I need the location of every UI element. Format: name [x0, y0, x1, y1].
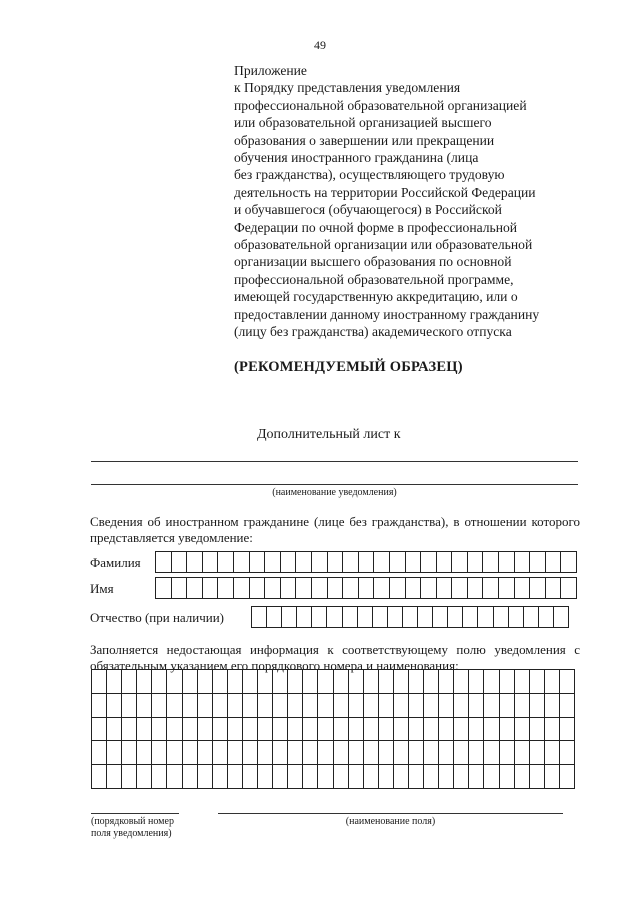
char-box[interactable]	[348, 693, 363, 717]
char-box[interactable]	[167, 765, 182, 789]
char-box[interactable]	[282, 607, 297, 628]
appendix-line: без гражданства), осуществляющего трудовую	[234, 167, 505, 183]
char-box[interactable]	[357, 607, 372, 628]
box-row	[92, 693, 575, 717]
char-box[interactable]	[273, 670, 288, 694]
char-box[interactable]	[408, 741, 423, 765]
char-box[interactable]	[545, 578, 561, 599]
char-box[interactable]	[393, 741, 408, 765]
form-heading: Дополнительный лист к	[257, 427, 401, 442]
serial-caption-line-2: поля уведомления)	[91, 828, 172, 839]
char-box[interactable]	[212, 717, 227, 741]
char-box[interactable]	[342, 607, 357, 628]
char-box[interactable]	[273, 693, 288, 717]
box-row	[156, 552, 577, 573]
char-box[interactable]	[343, 578, 359, 599]
char-box[interactable]	[499, 552, 515, 573]
char-box[interactable]	[378, 670, 393, 694]
appendix-line: образовательной организации или образовательной	[234, 237, 533, 253]
char-box[interactable]	[514, 552, 530, 573]
char-box[interactable]	[92, 717, 107, 741]
char-box[interactable]	[343, 552, 359, 573]
char-box[interactable]	[393, 717, 408, 741]
char-box[interactable]	[318, 717, 333, 741]
char-box[interactable]	[424, 717, 439, 741]
char-box[interactable]	[408, 717, 423, 741]
char-box[interactable]	[296, 552, 312, 573]
char-box[interactable]	[484, 741, 499, 765]
char-box[interactable]	[523, 607, 538, 628]
char-box[interactable]	[212, 741, 227, 765]
char-box[interactable]	[553, 607, 568, 628]
char-box[interactable]	[424, 693, 439, 717]
char-box[interactable]	[122, 670, 137, 694]
char-box[interactable]	[393, 670, 408, 694]
char-box[interactable]	[529, 765, 544, 789]
char-box[interactable]	[452, 578, 468, 599]
char-box[interactable]	[312, 607, 327, 628]
box-row	[92, 741, 575, 765]
char-box[interactable]	[303, 670, 318, 694]
appendix-line: образования о завершении или прекращении	[234, 132, 495, 148]
char-box[interactable]	[483, 578, 499, 599]
char-box[interactable]	[182, 693, 197, 717]
char-box[interactable]	[559, 670, 574, 694]
char-box[interactable]	[348, 717, 363, 741]
char-box[interactable]	[202, 578, 218, 599]
char-box[interactable]	[280, 552, 296, 573]
box-row	[156, 578, 577, 599]
char-box[interactable]	[303, 693, 318, 717]
serial-number-caption	[91, 816, 174, 840]
char-box[interactable]	[318, 670, 333, 694]
surname-label: Фамилия	[90, 555, 141, 570]
char-box[interactable]	[327, 578, 343, 599]
char-box[interactable]	[484, 717, 499, 741]
char-box[interactable]	[561, 578, 577, 599]
field-name-line[interactable]	[218, 813, 563, 814]
char-box[interactable]	[227, 765, 242, 789]
char-box[interactable]	[389, 552, 405, 573]
char-box[interactable]	[378, 741, 393, 765]
appendix-line: или образовательной организацией высшего	[234, 115, 492, 131]
patronymic-label: Отчество (при наличии)	[90, 610, 225, 625]
char-box[interactable]	[530, 552, 546, 573]
char-box[interactable]	[333, 765, 348, 789]
char-box[interactable]	[559, 765, 574, 789]
appendix-line: Федерации по очной форме в профессиональной	[234, 219, 518, 235]
char-box[interactable]	[424, 670, 439, 694]
box-row	[92, 765, 575, 789]
char-box[interactable]	[137, 741, 152, 765]
char-box[interactable]	[92, 670, 107, 694]
char-box[interactable]	[421, 552, 437, 573]
char-box[interactable]	[288, 765, 303, 789]
char-box[interactable]	[514, 670, 529, 694]
char-box[interactable]	[363, 765, 378, 789]
char-box[interactable]	[544, 741, 559, 765]
char-box[interactable]	[171, 552, 187, 573]
char-box[interactable]	[137, 693, 152, 717]
box-row	[252, 607, 569, 628]
char-box[interactable]	[408, 693, 423, 717]
char-box[interactable]	[454, 741, 469, 765]
char-box[interactable]	[107, 693, 122, 717]
char-box[interactable]	[288, 717, 303, 741]
char-box[interactable]	[152, 717, 167, 741]
char-box[interactable]	[499, 670, 514, 694]
char-box[interactable]	[249, 552, 265, 573]
char-box[interactable]	[249, 578, 265, 599]
person-info-intro: Сведения об иностранном гражданине (лице без гражданства), в отношении которого представляется уведомление:	[90, 514, 580, 545]
char-box[interactable]	[167, 741, 182, 765]
char-box[interactable]	[439, 717, 454, 741]
char-box[interactable]	[405, 552, 421, 573]
char-box[interactable]	[408, 670, 423, 694]
char-box[interactable]	[137, 717, 152, 741]
char-box[interactable]	[187, 552, 203, 573]
char-box[interactable]	[311, 552, 327, 573]
char-box[interactable]	[267, 607, 282, 628]
char-box[interactable]	[258, 765, 273, 789]
char-box[interactable]	[408, 765, 423, 789]
char-box[interactable]	[378, 717, 393, 741]
char-box[interactable]	[212, 693, 227, 717]
appendix-heading	[234, 62, 584, 341]
char-box[interactable]	[559, 717, 574, 741]
char-box[interactable]	[333, 693, 348, 717]
char-box[interactable]	[182, 741, 197, 765]
char-box[interactable]	[182, 765, 197, 789]
char-box[interactable]	[348, 670, 363, 694]
char-box[interactable]	[288, 741, 303, 765]
notification-name-caption: (наименование уведомления)	[272, 487, 397, 498]
char-box[interactable]	[182, 670, 197, 694]
char-box[interactable]	[469, 765, 484, 789]
appendix-line: и обучавшегося (обучающегося) в Российской	[234, 202, 502, 218]
char-box[interactable]	[358, 578, 374, 599]
char-box[interactable]	[327, 552, 343, 573]
appendix-line: (лицу без гражданства) академического отпуска	[234, 324, 512, 340]
char-box[interactable]	[258, 717, 273, 741]
appendix-line: деятельность на территории Российской Федерации	[234, 184, 536, 200]
char-box[interactable]	[242, 693, 257, 717]
char-box[interactable]	[363, 693, 378, 717]
char-box[interactable]	[167, 670, 182, 694]
char-box[interactable]	[258, 693, 273, 717]
char-box[interactable]	[242, 717, 257, 741]
char-box[interactable]	[212, 670, 227, 694]
char-box[interactable]	[303, 717, 318, 741]
char-box[interactable]	[167, 693, 182, 717]
char-box[interactable]	[333, 741, 348, 765]
char-box[interactable]	[452, 552, 468, 573]
char-box[interactable]	[378, 765, 393, 789]
char-box[interactable]	[333, 670, 348, 694]
char-box[interactable]	[227, 717, 242, 741]
char-box[interactable]	[514, 693, 529, 717]
char-box[interactable]	[529, 717, 544, 741]
char-box[interactable]	[514, 578, 530, 599]
char-box[interactable]	[327, 607, 342, 628]
appendix-line: организации высшего образования по основной	[234, 254, 512, 270]
appendix-line: профессиональной образовательной организацией	[234, 97, 527, 113]
page-number: 49	[314, 38, 326, 52]
char-box[interactable]	[107, 765, 122, 789]
appendix-line: предоставлении данному иностранному гражданину	[234, 306, 540, 322]
char-box[interactable]	[227, 670, 242, 694]
char-box[interactable]	[202, 552, 218, 573]
char-box[interactable]	[152, 693, 167, 717]
char-box[interactable]	[436, 578, 452, 599]
char-box[interactable]	[218, 552, 234, 573]
char-box[interactable]	[439, 693, 454, 717]
char-box[interactable]	[242, 741, 257, 765]
appendix-title: Приложение	[234, 63, 307, 78]
char-box[interactable]	[499, 717, 514, 741]
char-box[interactable]	[484, 765, 499, 789]
char-box[interactable]	[171, 578, 187, 599]
char-box[interactable]	[137, 670, 152, 694]
char-box[interactable]	[318, 741, 333, 765]
char-box[interactable]	[514, 765, 529, 789]
char-box[interactable]	[107, 670, 122, 694]
char-box[interactable]	[378, 693, 393, 717]
char-box[interactable]	[197, 741, 212, 765]
char-box[interactable]	[424, 765, 439, 789]
serial-caption-line-1: (порядковый номер	[91, 816, 174, 827]
char-box[interactable]	[421, 578, 437, 599]
char-box[interactable]	[348, 765, 363, 789]
char-box[interactable]	[258, 670, 273, 694]
char-box[interactable]	[122, 765, 137, 789]
char-box[interactable]	[288, 670, 303, 694]
char-box[interactable]	[478, 607, 493, 628]
char-box[interactable]	[156, 578, 172, 599]
char-box[interactable]	[454, 670, 469, 694]
char-box[interactable]	[544, 717, 559, 741]
char-box[interactable]	[439, 741, 454, 765]
char-box[interactable]	[374, 578, 390, 599]
char-box[interactable]	[433, 607, 448, 628]
appendix-line: профессиональной образовательной программе,	[234, 271, 514, 287]
char-box[interactable]	[436, 552, 452, 573]
char-box[interactable]	[439, 670, 454, 694]
char-box[interactable]	[363, 670, 378, 694]
char-box[interactable]	[561, 552, 577, 573]
char-box[interactable]	[484, 670, 499, 694]
char-box[interactable]	[424, 741, 439, 765]
char-box[interactable]	[463, 607, 478, 628]
appendix-line: к Порядку представления уведомления	[234, 80, 461, 96]
char-box[interactable]	[469, 693, 484, 717]
char-box[interactable]	[544, 693, 559, 717]
char-box[interactable]	[499, 578, 515, 599]
char-box[interactable]	[374, 552, 390, 573]
char-box[interactable]	[152, 765, 167, 789]
char-box[interactable]	[197, 670, 212, 694]
char-box[interactable]	[448, 607, 463, 628]
box-row	[92, 670, 575, 694]
char-box[interactable]	[469, 741, 484, 765]
char-box[interactable]	[559, 741, 574, 765]
char-box[interactable]	[318, 765, 333, 789]
char-box[interactable]	[439, 765, 454, 789]
char-box[interactable]	[280, 578, 296, 599]
char-box[interactable]	[273, 741, 288, 765]
char-box[interactable]	[454, 693, 469, 717]
char-box[interactable]	[363, 717, 378, 741]
char-box[interactable]	[242, 765, 257, 789]
char-box[interactable]	[538, 607, 553, 628]
char-box[interactable]	[418, 607, 433, 628]
char-box[interactable]	[405, 578, 421, 599]
char-box[interactable]	[122, 717, 137, 741]
char-box[interactable]	[393, 765, 408, 789]
sample-label: (РЕКОМЕНДУЕМЫЙ ОБРАЗЕЦ)	[234, 359, 463, 375]
char-box[interactable]	[467, 578, 483, 599]
notification-name-line-2[interactable]	[91, 484, 578, 485]
char-box[interactable]	[303, 741, 318, 765]
name-label: Имя	[90, 581, 114, 596]
char-box[interactable]	[514, 741, 529, 765]
char-box[interactable]	[197, 717, 212, 741]
char-box[interactable]	[318, 693, 333, 717]
char-box[interactable]	[288, 693, 303, 717]
char-box[interactable]	[363, 741, 378, 765]
char-box[interactable]	[372, 607, 387, 628]
char-box[interactable]	[483, 552, 499, 573]
char-box[interactable]	[348, 741, 363, 765]
char-box[interactable]	[227, 741, 242, 765]
char-box[interactable]	[273, 765, 288, 789]
surname-boxes[interactable]	[155, 551, 577, 573]
char-box[interactable]	[197, 693, 212, 717]
char-box[interactable]	[499, 741, 514, 765]
char-box[interactable]	[92, 741, 107, 765]
char-box[interactable]	[387, 607, 402, 628]
char-box[interactable]	[454, 717, 469, 741]
char-box[interactable]	[137, 765, 152, 789]
serial-number-line[interactable]	[91, 813, 179, 814]
char-box[interactable]	[393, 693, 408, 717]
char-box[interactable]	[167, 717, 182, 741]
appendix-text	[234, 79, 584, 340]
char-box[interactable]	[296, 578, 312, 599]
char-box[interactable]	[107, 741, 122, 765]
char-box[interactable]	[107, 717, 122, 741]
char-box[interactable]	[484, 693, 499, 717]
patronymic-boxes[interactable]	[251, 606, 569, 628]
char-box[interactable]	[544, 765, 559, 789]
char-box[interactable]	[258, 741, 273, 765]
char-box[interactable]	[182, 717, 197, 741]
char-box[interactable]	[493, 607, 508, 628]
char-box[interactable]	[122, 741, 137, 765]
char-box[interactable]	[152, 670, 167, 694]
char-box[interactable]	[273, 717, 288, 741]
char-box[interactable]	[514, 717, 529, 741]
char-box[interactable]	[311, 578, 327, 599]
char-box[interactable]	[530, 578, 546, 599]
char-box[interactable]	[233, 578, 249, 599]
char-box[interactable]	[227, 693, 242, 717]
char-box[interactable]	[92, 765, 107, 789]
char-box[interactable]	[265, 552, 281, 573]
char-box[interactable]	[529, 670, 544, 694]
box-row	[92, 717, 575, 741]
char-box[interactable]	[197, 765, 212, 789]
char-box[interactable]	[358, 552, 374, 573]
char-box[interactable]	[218, 578, 234, 599]
char-box[interactable]	[467, 552, 483, 573]
char-box[interactable]	[389, 578, 405, 599]
char-box[interactable]	[469, 670, 484, 694]
char-box[interactable]	[499, 765, 514, 789]
char-box[interactable]	[122, 693, 137, 717]
char-box[interactable]	[529, 693, 544, 717]
char-box[interactable]	[152, 741, 167, 765]
char-box[interactable]	[333, 717, 348, 741]
char-box[interactable]	[544, 670, 559, 694]
additional-info-intro: Заполняется недостающая информация к соответствующему полю уведомления с обязательным указанием его порядкового номера и наименования:	[90, 642, 580, 673]
char-box[interactable]	[559, 693, 574, 717]
char-box[interactable]	[402, 607, 417, 628]
appendix-line: обучения иностранного гражданина (лица	[234, 150, 479, 166]
char-box[interactable]	[265, 578, 281, 599]
char-box[interactable]	[508, 607, 523, 628]
char-box[interactable]	[469, 717, 484, 741]
char-box[interactable]	[303, 765, 318, 789]
char-box[interactable]	[156, 552, 172, 573]
char-box[interactable]	[187, 578, 203, 599]
char-box[interactable]	[252, 607, 267, 628]
additional-info-boxes[interactable]	[91, 669, 575, 789]
notification-name-line-1[interactable]	[91, 461, 578, 462]
char-box[interactable]	[297, 607, 312, 628]
char-box[interactable]	[545, 552, 561, 573]
appendix-line: имеющей государственную аккредитацию, или о	[234, 289, 518, 305]
char-box[interactable]	[242, 670, 257, 694]
char-box[interactable]	[499, 693, 514, 717]
char-box[interactable]	[233, 552, 249, 573]
name-boxes[interactable]	[155, 577, 577, 599]
char-box[interactable]	[454, 765, 469, 789]
char-box[interactable]	[92, 693, 107, 717]
char-box[interactable]	[529, 741, 544, 765]
field-name-caption: (наименование поля)	[345, 816, 436, 827]
char-box[interactable]	[212, 765, 227, 789]
